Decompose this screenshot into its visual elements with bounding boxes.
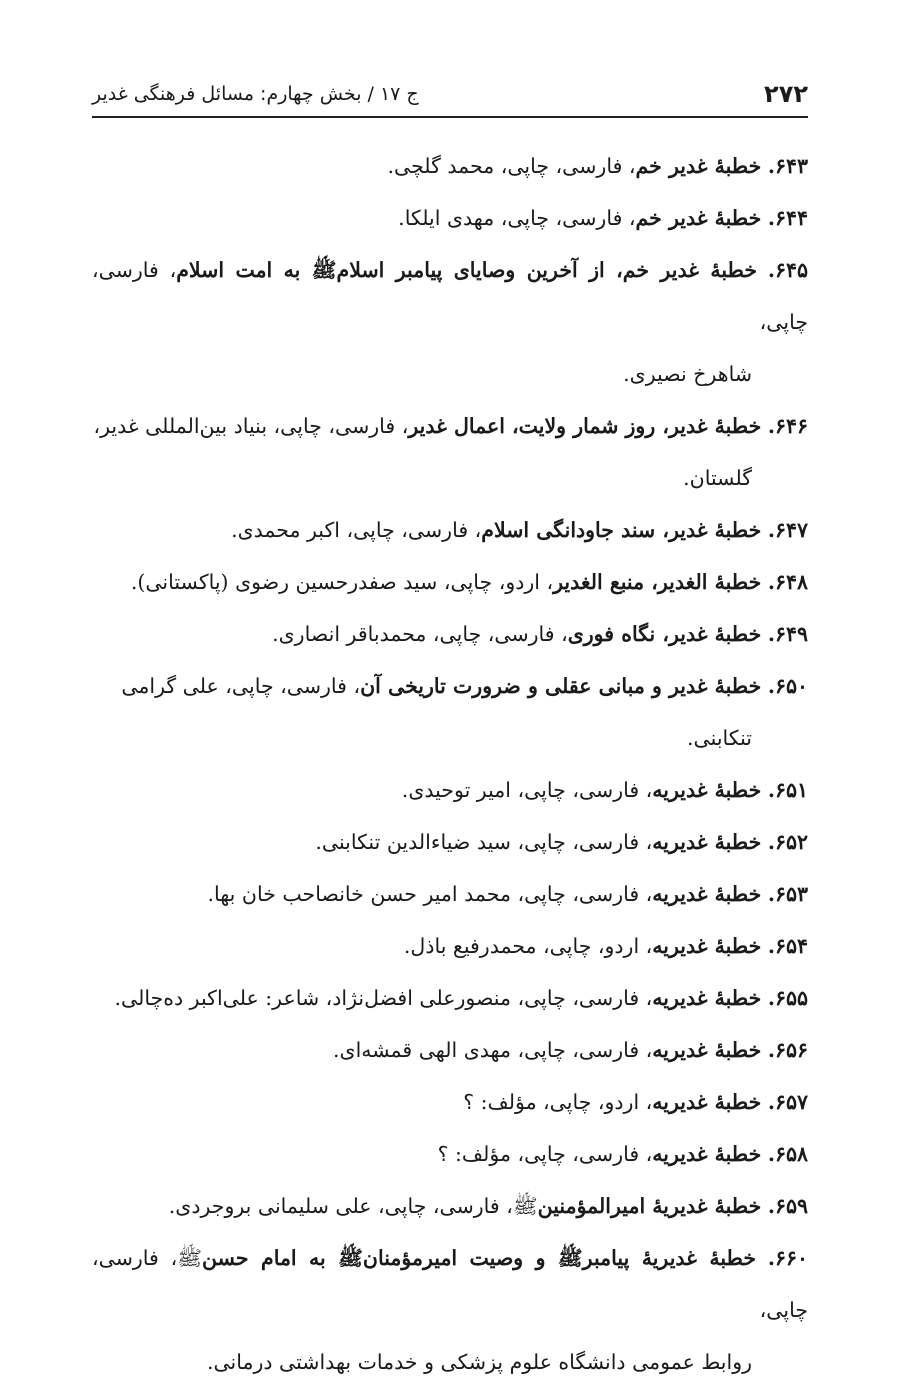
list-item: [92, 1180, 808, 1232]
list-item: [92, 504, 808, 556]
entry-number: ۶۵۵.: [767, 986, 808, 1010]
bibliography-list: [92, 140, 808, 1388]
entry-number: ۶۵۹.: [767, 1194, 808, 1218]
entry-title: خطبۀ غدیریه: [652, 830, 762, 854]
entry-number: ۶۵۲.: [767, 830, 808, 854]
entry-continuation: تنکابنی.: [687, 726, 752, 750]
entry-number: ۶۴۵.: [767, 258, 808, 282]
entry-continuation: روابط عمومی دانشگاه علوم پزشکی و خدمات بهداشتی درمانی.: [206, 1350, 752, 1374]
entry-details: ، فارسی، چاپی، محمدباقر انصاری.: [272, 622, 568, 646]
entry-number: ۶۴۴.: [767, 206, 808, 230]
entry-details: ، فارسی، چاپی، سید ضیاءالدین تنکابنی.: [315, 830, 653, 854]
list-item: [92, 920, 808, 972]
entry-title: خطبۀ غدیر خم: [635, 154, 762, 178]
entry-details: ، اردو، چاپی، محمدرفیع باذل.: [403, 934, 653, 958]
running-title: ج ۱۷ / بخش چهارم: مسائل فرهنگی غدیر: [92, 83, 419, 105]
entry-title: خطبۀ غدیریه: [652, 1038, 762, 1062]
entry-title: خطبۀ غدیریه: [652, 882, 762, 906]
list-item: [92, 608, 808, 660]
entry-details: ، فارسی، چاپی، مهدی ایلکا.: [398, 206, 636, 230]
entry-title: خطبۀ غدیریۀ امیرالمؤمنین: [537, 1194, 762, 1218]
entry-details: ، فارسی، چاپی، علی گرامی: [121, 674, 361, 698]
page-number: ۲۷۲: [764, 80, 808, 108]
list-item: [92, 868, 808, 920]
list-item: [92, 140, 808, 192]
entry-number: ۶۶۰.: [767, 1246, 808, 1270]
page-header: [92, 72, 808, 118]
entry-continuation: شاهرخ نصیری.: [623, 362, 752, 386]
entry-details: ، فارسی، چاپی، محمد امیر حسن خانصاحب خان بها.: [207, 882, 653, 906]
entry-title: خطبۀ الغدیر، منبع الغدیر: [553, 570, 762, 594]
entry-title: خطبۀ غدیر، روز شمار ولایت، اعمال غدیر: [408, 414, 762, 438]
entry-title: خطبۀ غدیریه: [652, 1090, 762, 1114]
entry-number: ۶۵۸.: [767, 1142, 808, 1166]
entry-continuation: گلستان.: [683, 466, 752, 490]
entry-number: ۶۴۸.: [767, 570, 808, 594]
entry-details: ، فارسی، چاپی، امیر توحیدی.: [401, 778, 653, 802]
entry-details: ﷺ، فارسی، چاپی، علی سلیمانی بروجردی.: [168, 1194, 538, 1218]
entry-details: ، اردو، چاپی، سید صفدرحسین رضوی (پاکستانی).: [130, 570, 554, 594]
entry-title: خطبۀ غدیریه: [652, 986, 762, 1010]
entry-title: خطبۀ غدیر و مبانی عقلی و ضرورت تاریخی آن: [360, 674, 762, 698]
entry-title: خطبۀ غدیر خم، از آخرین وصایای پیامبر اسلامﷺ به امت اسلام: [176, 258, 758, 282]
list-item: [92, 556, 808, 608]
list-item: [92, 972, 808, 1024]
entry-details: ، فارسی، چاپی، بنیاد بین‌المللی غدیر،: [93, 414, 409, 438]
entry-title: خطبۀ غدیریه: [652, 1142, 762, 1166]
list-item: [92, 400, 808, 504]
entry-number: ۶۴۷.: [767, 518, 808, 542]
entry-details: ، فارسی، چاپی، منصورعلی افضل‌نژاد، شاعر: علی‌اکبر ده‌چالی.: [114, 986, 653, 1010]
entry-number: ۶۵۶.: [767, 1038, 808, 1062]
entry-details: ، فارسی، چاپی، محمد گلچی.: [387, 154, 636, 178]
list-item: [92, 244, 808, 400]
entry-details: ﷺ، فارسی، چاپی،: [92, 1246, 808, 1322]
entry-number: ۶۴۶.: [767, 414, 808, 438]
list-item: [92, 1024, 808, 1076]
entry-title: خطبۀ غدیر، نگاه فوری: [567, 622, 762, 646]
list-item: [92, 816, 808, 868]
entry-details: ، فارسی، چاپی، اکبر محمدی.: [231, 518, 482, 542]
entry-details: ، فارسی، چاپی، مهدی الهی قمشه‌ای.: [333, 1038, 653, 1062]
entry-details: ، فارسی، چاپی،: [92, 258, 808, 334]
list-item: [92, 1076, 808, 1128]
entry-details: ، اردو، چاپی، مؤلف: ؟: [463, 1090, 653, 1114]
entry-number: ۶۴۳.: [767, 154, 808, 178]
entry-title: خطبۀ غدیریه: [652, 934, 762, 958]
list-item: [92, 764, 808, 816]
list-item: [92, 1128, 808, 1180]
entry-details: ، فارسی، چاپی، مؤلف: ؟: [437, 1142, 653, 1166]
entry-number: ۶۵۴.: [767, 934, 808, 958]
entry-title: خطبۀ غدیر خم: [635, 206, 762, 230]
entry-number: ۶۵۱.: [767, 778, 808, 802]
list-item: [92, 1232, 808, 1388]
list-item: [92, 660, 808, 764]
entry-title: خطبۀ غدیریۀ پیامبرﷺ و وصیت امیرمؤمنانﷺ به امام حسن: [202, 1246, 756, 1270]
entry-title: خطبۀ غدیر، سند جاودانگی اسلام: [481, 518, 762, 542]
entry-number: ۶۵۷.: [767, 1090, 808, 1114]
entry-number: ۶۵۰.: [767, 674, 808, 698]
entry-number: ۶۴۹.: [767, 622, 808, 646]
entry-title: خطبۀ غدیریه: [652, 778, 762, 802]
list-item: [92, 192, 808, 244]
entry-number: ۶۵۳.: [767, 882, 808, 906]
